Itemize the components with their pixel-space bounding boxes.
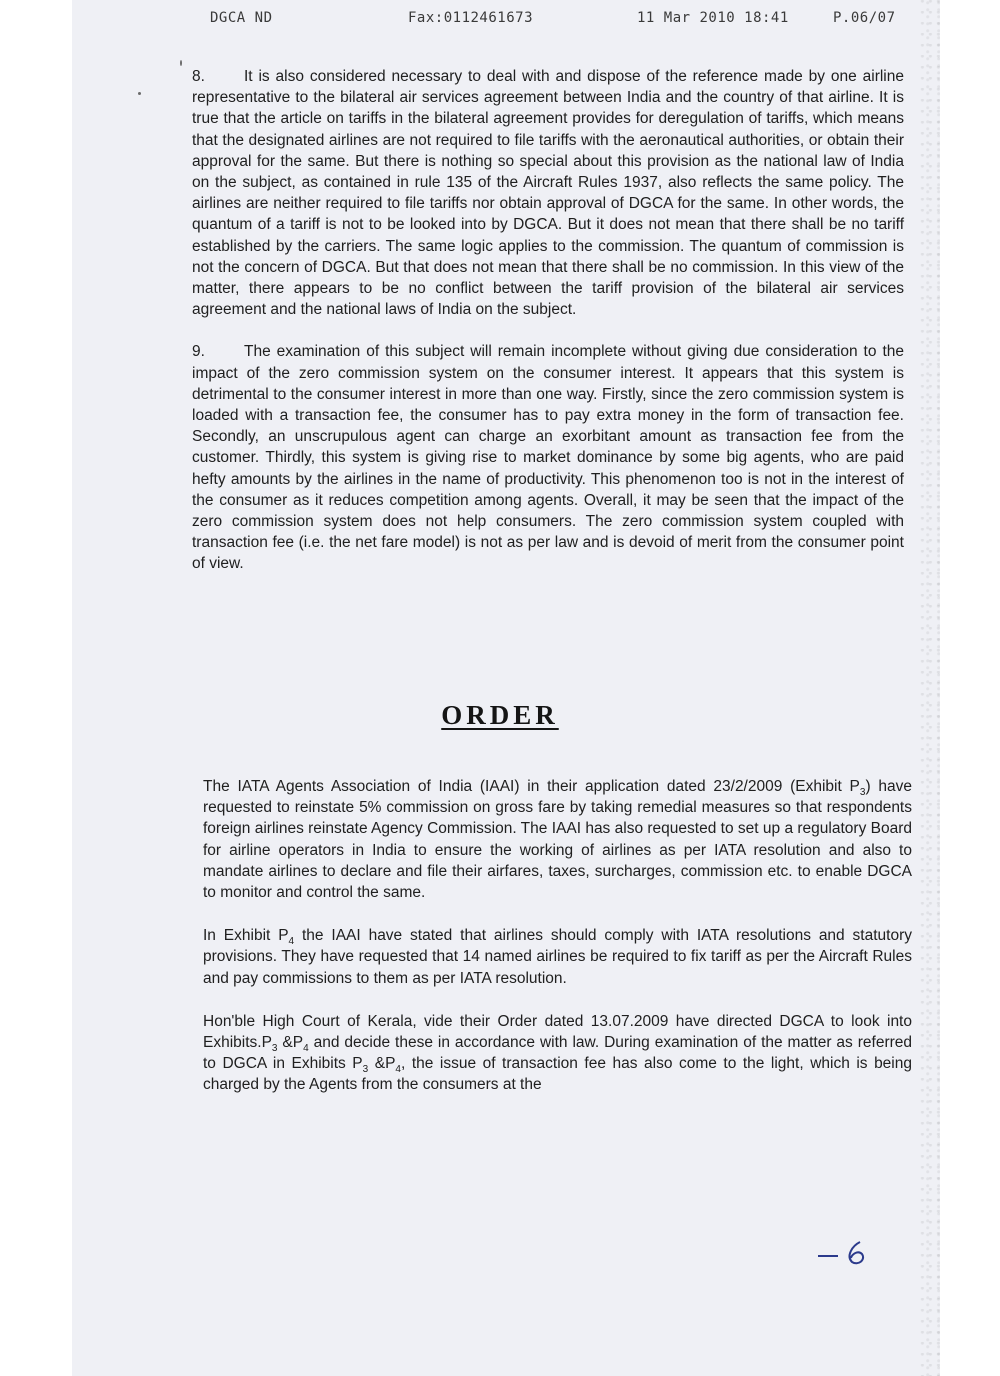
fax-page: P.06/07 [833, 10, 896, 26]
fax-date: 11 Mar 2010 18:41 [637, 10, 789, 26]
subscript: 4 [288, 936, 295, 948]
paragraph-8 [192, 66, 904, 320]
subscript: 4 [395, 1064, 401, 1076]
text-run: the IAAI have stated that airlines should comply with IATA resolutions and statutory provisions. They have requested that 14 named airlines be required to fix tariff as per the Aircraft Rules and pay commissions to them as per IATA resolution. [203, 927, 912, 987]
fax-number: Fax:0112461673 [408, 10, 534, 26]
subscript: 3 [271, 1043, 278, 1055]
order-paragraph-2 [203, 925, 912, 989]
text-run: ) have requested to reinstate 5% commission on gross fare by taking remedial measures so that respondents foreign airlines reinstate Agency Commission. The IAAI has also requested to set up a regulatory Board for airline operators in India to ensure the working of airlines as per IATA resolution and also to mandate airlines to declare and file their airfares, taxes, surcharges, commission etc. to enable DGCA to monitor and control the same. [203, 778, 912, 902]
order-body [203, 776, 912, 1118]
subscript: 3 [859, 787, 866, 799]
paragraph-number: 9. [192, 343, 205, 361]
paragraph-9 [192, 341, 904, 574]
scan-speck [180, 60, 182, 66]
paragraph-text: The examination of this subject will remain incomplete without giving due consideration to the impact of the zero commission system on the consumer interest. It appears that this system is detrimental to the consumer interest in more than one way. Firstly, since the zero commission system is loaded with a transaction fee, the consumer has to pay extra money in the form of transaction fee. Secondly, an unscrupulous agent can charge an exorbitant amount as transaction fee from the customer. Thirdly, this system is giving rise to market dominance by some big agents, who are paid hefty amounts by the airlines in the name of productivity. This phenomenon too is not in the interest of the consumer as it reduces competition among agents. Overall, it may be seen that the impact of the zero commission system does not help consumers. The zero commission system coupled with transaction fee (i.e. the net fare model) is not as per law and is devoid of merit from the consumer point of view. [192, 343, 904, 573]
text-run: &P [277, 1034, 304, 1052]
text-run: The IATA Agents Association of India (IAAI) in their application dated 23/2/2009 (Exhibit P [203, 778, 860, 795]
body-text [192, 66, 904, 575]
order-paragraph-1 [203, 776, 912, 903]
subscript: 3 [362, 1064, 369, 1076]
paragraph-text: It is also considered necessary to deal with and dispose of the reference made by one airline representative to the bilateral air services agreement between India and the country of that airline. It is true that the article on tariffs in the bilateral agreement provides for deregulation of tariffs, which means that the designated airlines are not required to file tariffs with the aeronautical authorities, or obtain their approval for the same. But there is nothing so special about this provision as the national law of India on the subject, as contained in rule 135 of the Aircraft Rules 1937, also reflects the same policy. The airlines are neither required to file tariffs nor obtain approval of DGCA for the same. In other words, the quantum of a tariff is not to be looked into by DGCA. But it does not mean that there shall be no tariff established by the carriers. The same logic applies to the commission. The quantum of commission is not the concern of DGCA. But that does not mean that there shall be no commission. In this view of the matter, there appears to be no conflict between the tariff provision of the bilateral air services agreement and the national laws of India on the subject. [192, 68, 904, 319]
text-run: , the issue of transaction fee has also come to the light, which is being charged by the Agents from the consumers at the [203, 1055, 912, 1094]
scan-speck [138, 92, 141, 95]
text-run: &P [368, 1055, 396, 1073]
text-run: Hon'ble High Court of Kerala, vide their Order dated 13.07.2009 have directed DGCA to look into Exhibits.P [203, 1012, 912, 1052]
fax-sender: DGCA ND [210, 10, 273, 26]
handwritten-page-number [816, 1238, 876, 1268]
text-run: In Exhibit P [203, 927, 289, 945]
fax-header [0, 6, 1000, 30]
subscript: 4 [303, 1043, 309, 1055]
text-run: and decide these in accordance with law. During examination of the matter as referred to DGCA in Exhibits P [203, 1034, 913, 1073]
paragraph-number: 8. [192, 68, 205, 85]
order-heading: ORDER [441, 700, 559, 730]
scan-noise [920, 0, 940, 1376]
order-paragraph-3 [203, 1011, 912, 1096]
